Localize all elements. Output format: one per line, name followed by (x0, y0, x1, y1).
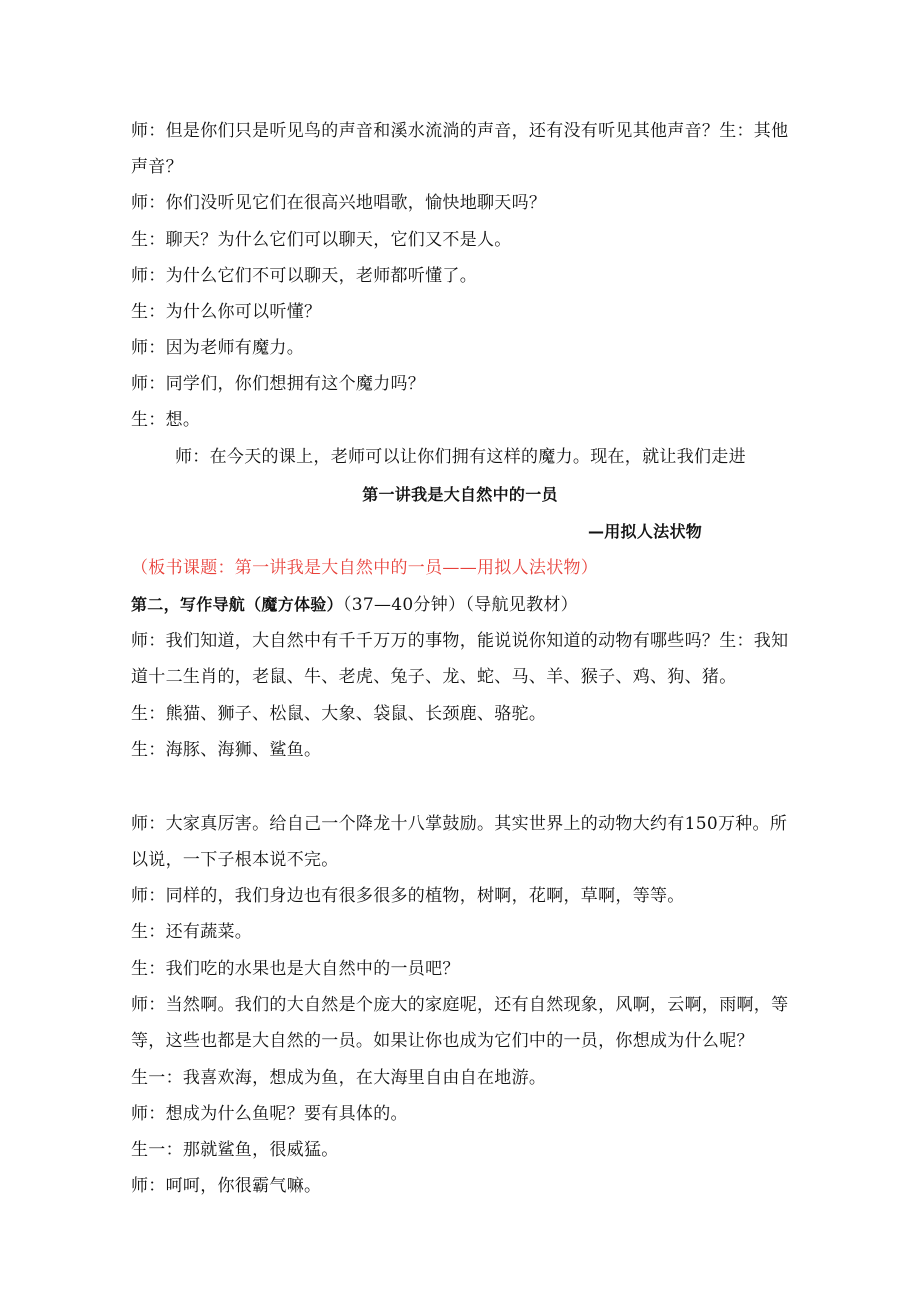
paragraph-line: 生：想。 (131, 410, 201, 430)
lesson-title: 第一讲我是大自然中的一员 (362, 485, 558, 504)
paragraph-line: 师：你们没听见它们在很高兴地唱歌，愉快地聊天吗？ (131, 193, 547, 213)
paragraph-line: 生：海豚、海狮、鲨鱼。 (131, 740, 322, 760)
paragraph-line: 师：为什么它们不可以聊天，老师都听懂了。 (131, 266, 477, 286)
paragraph-line: 师：我们知道，大自然中有千千万万的事物，能说说你知道的动物有哪些吗？生：我知 (131, 631, 789, 651)
paragraph-line: 等，这些也都是大自然的一员。如果让你也成为它们中的一员，你想成为什么呢？ (131, 1031, 754, 1051)
paragraph-line: 师：但是你们只是听见鸟的声音和溪水流淌的声音，还有没有听见其他声音？生：其他 (131, 121, 789, 141)
section-heading (131, 594, 791, 616)
section-heading-title: 第二，写作导航（魔方体验） (131, 595, 343, 614)
paragraph-line: 生一：那就鲨鱼，很威猛。 (131, 1140, 339, 1160)
lesson-subtitle: —用拟人法状物 (587, 522, 703, 541)
paragraph-line: 生：熊猫、狮子、松鼠、大象、袋鼠、长颈鹿、骆驼。 (131, 704, 547, 724)
paragraph-line: 师：同样的，我们身边也有很多很多的植物，树啊，花啊，草啊，等等。 (131, 886, 685, 906)
board-note: （板书课题：第一讲我是大自然中的一员——用拟人法状物） (131, 558, 599, 578)
paragraph-line: 声音？ (131, 157, 183, 177)
section-heading-time: （37—40分钟）（导航见教材） (342, 595, 578, 615)
paragraph-line: 生一：我喜欢海，想成为鱼，在大海里自由自在地游。 (131, 1068, 547, 1088)
paragraph-line: 生：还有蔬菜。 (131, 922, 253, 942)
paragraph-line: 生：我们吃的水果也是大自然中的一员吧？ (131, 959, 460, 979)
paragraph-line: 师：呵呵，你很霸气嘛。 (131, 1176, 322, 1196)
paragraph-line: 生：聊天？为什么它们可以聊天，它们又不是人。 (131, 230, 512, 250)
paragraph-line: 师：想成为什么鱼呢？要有具体的。 (131, 1104, 408, 1124)
paragraph-line: 以说，一下子根本说不完。 (131, 850, 339, 870)
paragraph-line: 师：当然啊。我们的大自然是个庞大的家庭呢，还有自然现象，风啊，云啊，雨啊，等 (131, 995, 789, 1015)
paragraph-line: 道十二生肖的，老鼠、牛、老虎、兔子、龙、蛇、马、羊、猴子、鸡、狗、猪。 (131, 667, 737, 687)
paragraph-line: 师：同学们，你们想拥有这个魔力吗？ (131, 374, 426, 394)
paragraph-line: 师：因为老师有魔力。 (131, 338, 304, 358)
paragraph-line: 生：为什么你可以听懂？ (131, 302, 322, 322)
paragraph-line: 师：大家真厉害。给自己一个降龙十八掌鼓励。其实世界上的动物大约有150万种。所 (131, 814, 788, 834)
paragraph-line: 师：在今天的课上，老师可以让你们拥有这样的魔力。现在，就让我们走进 (175, 447, 746, 467)
